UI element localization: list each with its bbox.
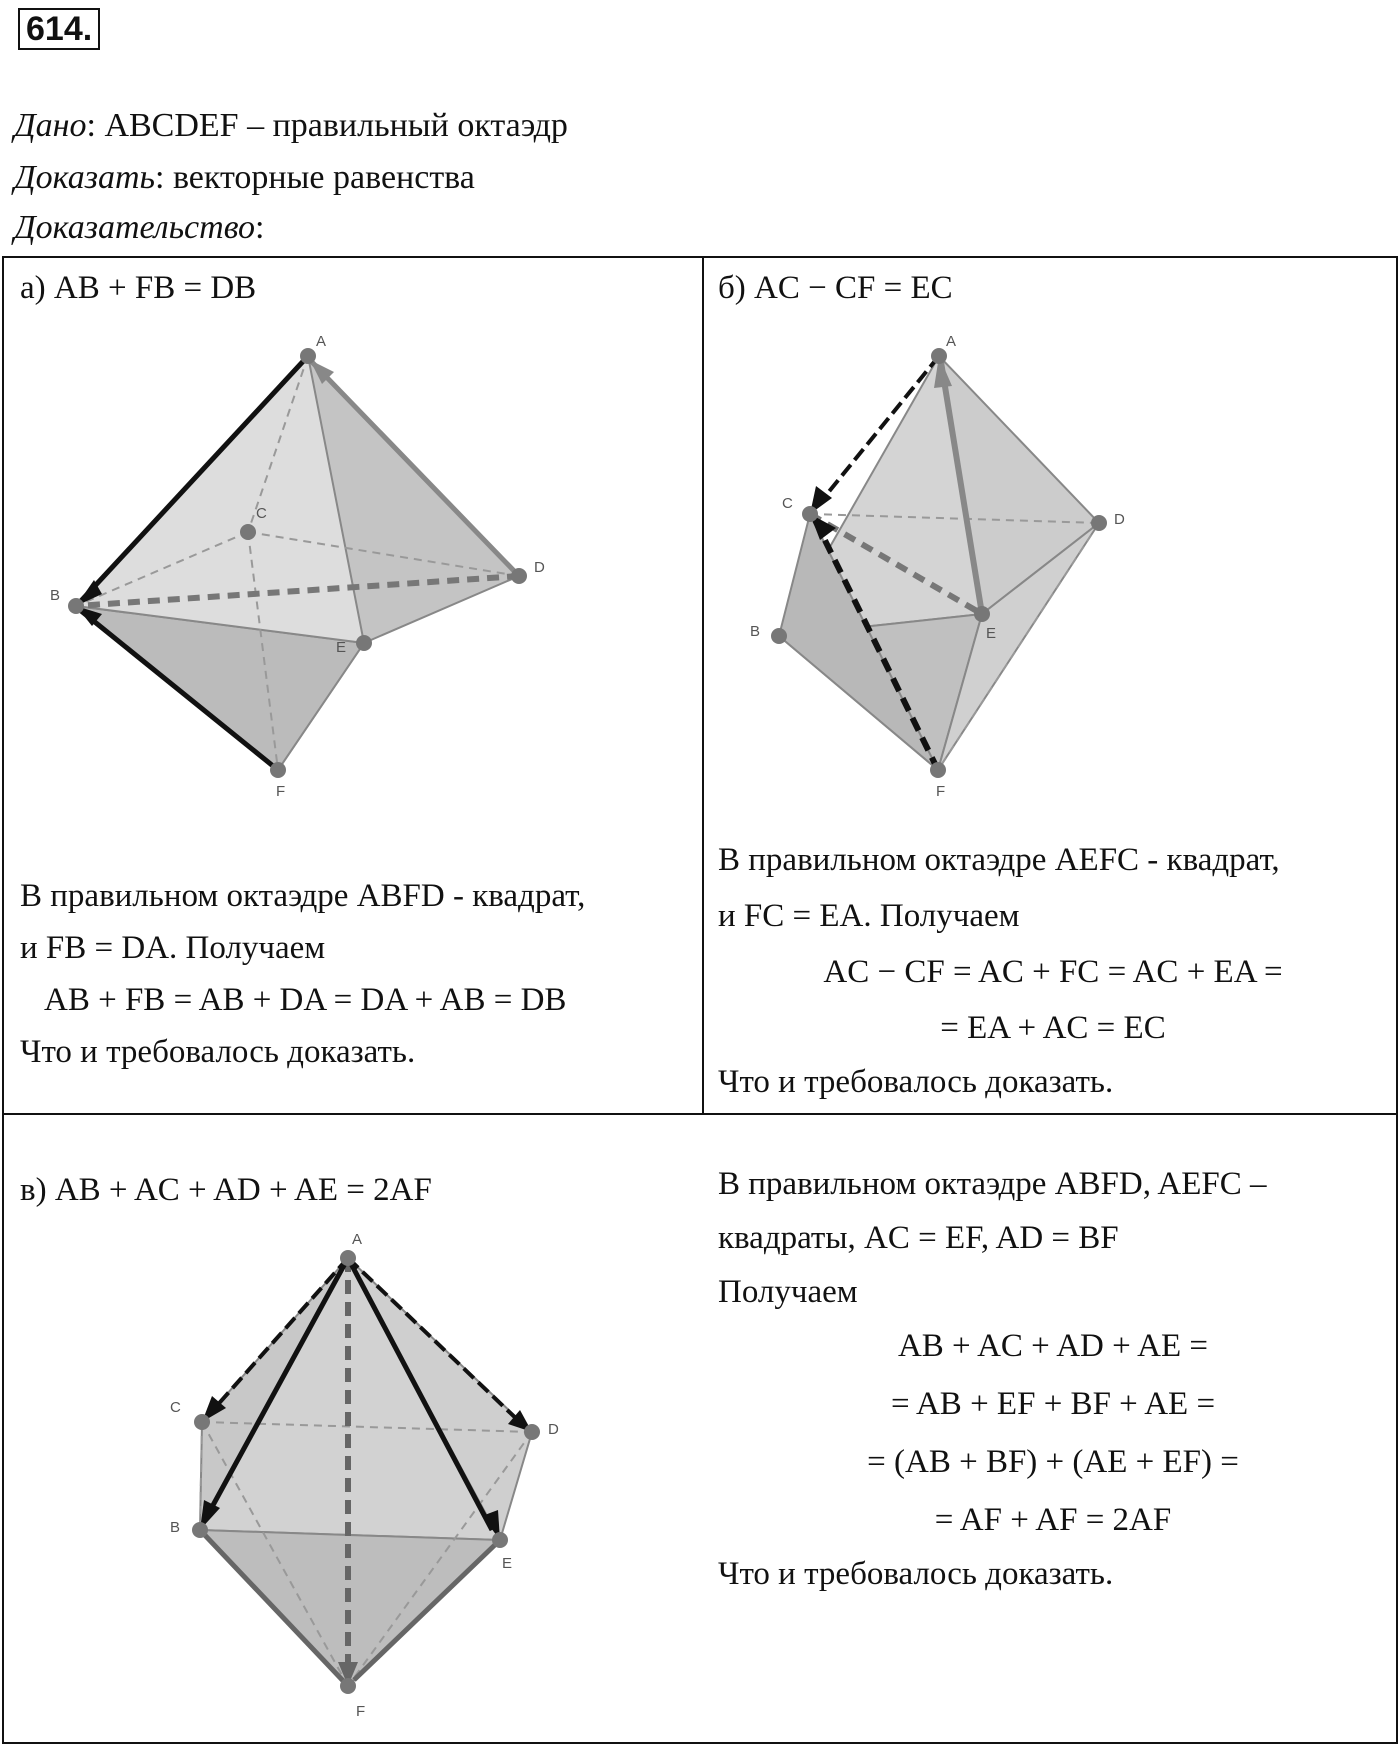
vertex-label-e: E [336, 639, 347, 656]
vertex-label-f: F [276, 783, 286, 800]
column-divider [702, 258, 704, 1115]
part-a-title: а) AB + FB = DB [20, 270, 257, 306]
part-b-line2: и FC = EA. Получаем [718, 898, 1020, 934]
given-text: ABCDEF – правильный октаэдр [104, 107, 568, 144]
vertex-label-c: C [256, 505, 267, 522]
part-b-line5: Что и требовалось доказать. [718, 1064, 1114, 1100]
given-line: Дано: ABCDEF – правильный октаэдр [14, 107, 568, 144]
vertex-label-e-b: E [986, 625, 997, 642]
octahedron-diagram-c [134, 1218, 559, 1738]
part-b-title: б) AC − CF = EC [718, 270, 953, 306]
proof-line: Доказательство: [14, 209, 265, 246]
vertex-label-d-b: D [1114, 511, 1125, 528]
octahedron-diagram-b [724, 318, 1144, 798]
part-b-line3: AC − CF = AC + FC = AC + EA = [823, 954, 1283, 990]
vertex-label-a-c: A [352, 1231, 363, 1248]
problem-number: 614. [18, 8, 100, 50]
octahedron-diagram-a [44, 318, 604, 818]
vertex-label-a: A [316, 333, 327, 350]
prove-text: векторные равенства [172, 159, 475, 196]
part-c-title: в) AB + AC + AD + AE = 2AF [20, 1172, 432, 1208]
vertex-label-b: B [50, 587, 61, 604]
part-c-line6: = (AB + BF) + (AE + EF) = [867, 1444, 1239, 1480]
vertex-label-f-c: F [356, 1703, 366, 1720]
vertex-label-b-c: B [170, 1519, 181, 1536]
prove-label: Доказать [14, 159, 155, 196]
part-a-line4: Что и требовалось доказать. [20, 1034, 416, 1070]
vertex-label-c-c: C [170, 1399, 181, 1416]
part-c-line5: = AB + EF + BF + AE = [890, 1386, 1216, 1422]
part-a-line1: В правильном октаэдре ABFD - квадрат, [20, 878, 586, 914]
vertex-label-c-b: C [782, 495, 793, 512]
vertex-label-e-c: E [502, 1555, 513, 1572]
vertex-label-d: D [534, 559, 545, 576]
part-c-line8: Что и требовалось доказать. [718, 1556, 1114, 1592]
vertex-label-b-b: B [750, 623, 761, 640]
proof-label: Доказательство [14, 209, 256, 246]
prove-line: Доказать: векторные равенства [14, 159, 475, 196]
part-b-line1: В правильном октаэдре AEFC - квадрат, [718, 842, 1280, 878]
part-c-line4: AB + AC + AD + AE = [897, 1328, 1209, 1364]
vertex-label-f-b: F [936, 783, 946, 800]
row-divider [4, 1113, 1396, 1115]
solution-table [2, 256, 1398, 1744]
part-c-line7: = AF + AF = 2AF [934, 1502, 1172, 1538]
part-c-line1: В правильном октаэдре ABFD, AEFC – [718, 1166, 1267, 1202]
vertex-label-d-c: D [548, 1421, 559, 1438]
part-c-line3: Получаем [718, 1274, 858, 1310]
part-a-line3: AB + FB = AB + DA = DA + AB = DB [44, 982, 567, 1018]
part-b-line4: = EA + AC = EC [940, 1010, 1166, 1046]
vertex-label-a-b: A [946, 333, 957, 350]
part-a-line2: и FB = DA. Получаем [20, 930, 326, 966]
given-label: Дано [14, 107, 87, 144]
part-c-line2: квадраты, AC = EF, AD = BF [718, 1220, 1119, 1256]
